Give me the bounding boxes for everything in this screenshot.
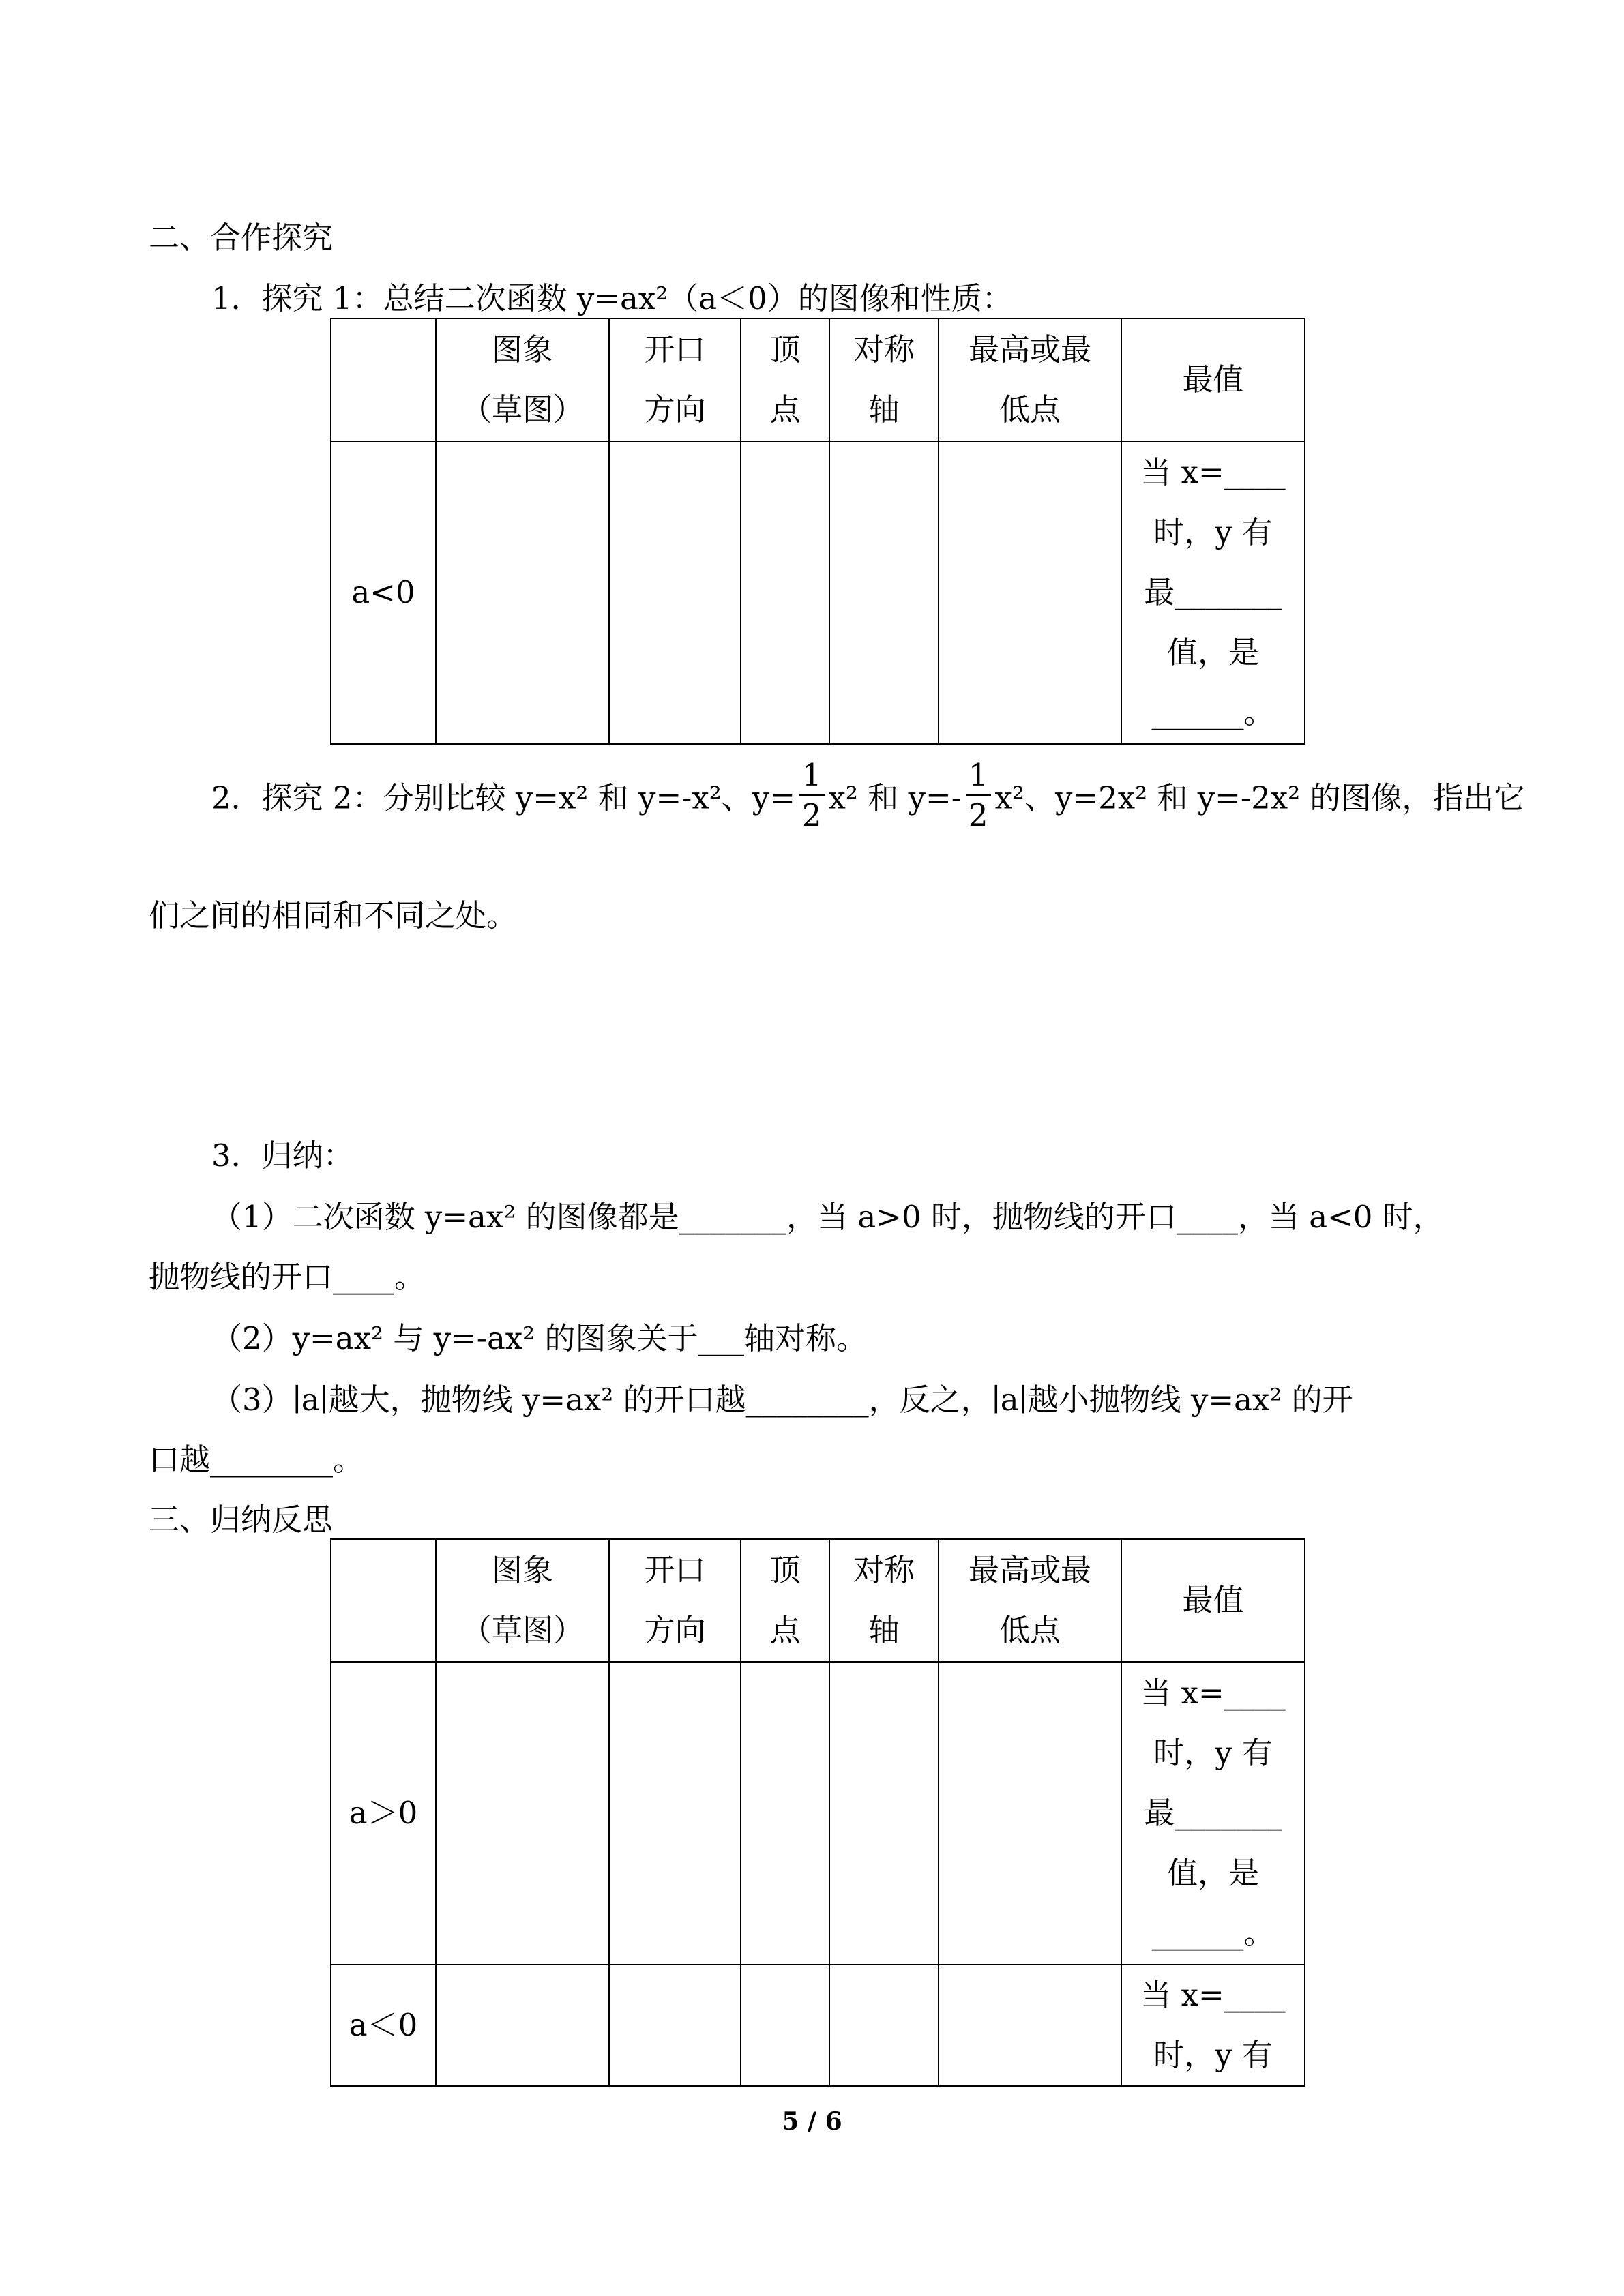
t2-row2-cell-opening[interactable] — [609, 1965, 741, 2086]
table2-row-a-positive — [331, 1662, 1305, 1965]
summary-p3-line1: （3）∣a∣越大，抛物线 y=ax² 的开口越________，反之，∣a∣越小抛物线 y=ax² 的开 — [211, 1382, 1353, 1418]
header-cell-empty — [331, 318, 436, 441]
t2-header-vertex-line1: 顶 — [769, 1552, 801, 1588]
header-extreme-value: 最值 — [1182, 361, 1244, 398]
header-vertex-line1: 顶 — [769, 331, 801, 368]
t2-row1-cell-vertex[interactable] — [741, 1662, 829, 1965]
t2-header-extreme-line1: 最高或最 — [968, 1552, 1091, 1588]
fraction-denominator: 2 — [801, 797, 822, 833]
properties-table-a-negative — [330, 318, 1305, 745]
t2-row2-cell-axis[interactable] — [829, 1965, 939, 2086]
inquiry-2-line2: 们之间的相同和不同之处。 — [149, 897, 518, 934]
t2-row1-max-line3: 最_______ — [1144, 1795, 1282, 1831]
t2-header-extreme-value: 最值 — [1182, 1582, 1244, 1618]
summary-p1-line1: （1）二次函数 y=ax² 的图像都是_______，当 a>0 时，抛物线的开口____，当 a<0 时， — [211, 1199, 1444, 1235]
t2-row1-cell-extreme-value[interactable] — [1121, 1662, 1305, 1965]
t2-header-cell-opening — [609, 1539, 741, 1662]
t2-header-cell-axis — [829, 1539, 939, 1662]
fraction-denominator-2: 2 — [968, 797, 988, 833]
max-line2: 时，y 有 — [1153, 514, 1273, 550]
header-extreme-line2: 低点 — [999, 391, 1061, 428]
t2-header-cell-extreme-point — [939, 1539, 1121, 1662]
summary-title: 3．归纳： — [211, 1137, 354, 1174]
t2-row2-cell-graph[interactable] — [436, 1965, 609, 2086]
t2-row2-max-line1: 当 x=____ — [1140, 1977, 1286, 2013]
header-cell-graph — [436, 318, 609, 441]
t2-header-vertex-line2: 点 — [769, 1612, 801, 1648]
cell-graph[interactable] — [436, 441, 609, 744]
header-axis-line1: 对称 — [853, 331, 915, 368]
t2-row1-max-line2: 时，y 有 — [1153, 1735, 1273, 1771]
max-line5: ______。 — [1151, 694, 1275, 730]
properties-table-summary — [330, 1538, 1305, 2087]
t2-row1-max-line5: ______。 — [1151, 1915, 1275, 1951]
header-cell-vertex — [741, 318, 829, 441]
header-axis-line2: 轴 — [868, 391, 900, 428]
cell-vertex[interactable] — [741, 441, 829, 744]
header-graph-line2: （草图） — [460, 391, 584, 428]
fraction-one-half-negative — [966, 757, 991, 833]
t2-row1-cell-extreme-point[interactable] — [939, 1662, 1121, 1965]
header-graph-line1: 图象 — [491, 331, 553, 368]
t2-row1-cell-graph[interactable] — [436, 1662, 609, 1965]
t2-header-cell-vertex — [741, 1539, 829, 1662]
t2-row1-cell-axis[interactable] — [829, 1662, 939, 1965]
inquiry-2-part1: 2．探究 2：分别比较 y=x² 和 y=-x²、y= — [211, 779, 795, 816]
inquiry-1-text: 1．探究 1：总结二次函数 y=ax²（a＜0）的图像和性质： — [211, 280, 1013, 316]
header-cell-opening — [609, 318, 741, 441]
max-line4: 值，是 — [1166, 634, 1259, 670]
header-extreme-line1: 最高或最 — [968, 331, 1091, 368]
table2-row-a-negative — [331, 1965, 1305, 2086]
cell-axis[interactable] — [829, 441, 939, 744]
t2-row1-label: a＞0 — [331, 1662, 436, 1965]
t2-header-graph-line1: 图象 — [491, 1552, 553, 1588]
cell-extreme-value[interactable] — [1121, 441, 1305, 744]
t2-row1-max-line1: 当 x=____ — [1140, 1675, 1286, 1711]
t2-row2-cell-extreme-point[interactable] — [939, 1965, 1121, 2086]
header-cell-extreme-value — [1121, 318, 1305, 441]
t2-row2-cell-vertex[interactable] — [741, 1965, 829, 2086]
inquiry-2-part3: x²、y=2x² 和 y=-2x² 的图像，指出它 — [994, 779, 1525, 816]
section-title-cooperative-inquiry: 二、合作探究 — [149, 220, 334, 256]
inquiry-2-text — [211, 757, 1525, 836]
fraction-numerator: 1 — [799, 760, 825, 796]
table-row-a-negative — [331, 441, 1305, 744]
header-cell-extreme-point — [939, 318, 1121, 441]
t2-row2-max-line2: 时，y 有 — [1153, 2037, 1273, 2073]
header-cell-axis — [829, 318, 939, 441]
header-opening-line2: 方向 — [644, 391, 706, 428]
t2-header-opening-line1: 开口 — [644, 1552, 706, 1588]
summary-p2: （2）y=ax² 与 y=-ax² 的图象关于___轴对称。 — [211, 1320, 867, 1356]
row-label: a<0 — [331, 441, 436, 744]
max-line1: 当 x=____ — [1140, 454, 1286, 490]
table2-header-row — [331, 1539, 1305, 1662]
cell-opening[interactable] — [609, 441, 741, 744]
t2-row1-max-line4: 值，是 — [1166, 1855, 1259, 1891]
t2-row2-cell-extreme-value[interactable] — [1121, 1965, 1305, 2086]
t2-header-cell-extreme-value — [1121, 1539, 1305, 1662]
t2-header-cell-graph — [436, 1539, 609, 1662]
summary-p3-line2: 口越________。 — [149, 1442, 364, 1478]
t2-header-graph-line2: （草图） — [460, 1612, 584, 1648]
max-line3: 最_______ — [1144, 574, 1282, 610]
table-header-row — [331, 318, 1305, 441]
inquiry-2-part2: x² 和 y=- — [828, 779, 962, 816]
t2-header-cell-empty — [331, 1539, 436, 1662]
t2-header-axis-line1: 对称 — [853, 1552, 915, 1588]
fraction-numerator-2: 1 — [966, 760, 991, 796]
header-opening-line1: 开口 — [644, 331, 706, 368]
header-vertex-line2: 点 — [769, 391, 801, 428]
cell-extreme-point[interactable] — [939, 441, 1121, 744]
t2-row2-label: a＜0 — [331, 1965, 436, 2086]
fraction-one-half — [799, 757, 825, 833]
t2-header-extreme-line2: 低点 — [999, 1612, 1061, 1648]
section-title-reflection: 三、归纳反思 — [149, 1502, 334, 1538]
summary-p1-line2: 抛物线的开口____。 — [149, 1259, 426, 1295]
t2-header-axis-line2: 轴 — [868, 1612, 900, 1648]
t2-row1-cell-opening[interactable] — [609, 1662, 741, 1965]
t2-header-opening-line2: 方向 — [644, 1612, 706, 1648]
page-number: 5 / 6 — [782, 2107, 842, 2136]
